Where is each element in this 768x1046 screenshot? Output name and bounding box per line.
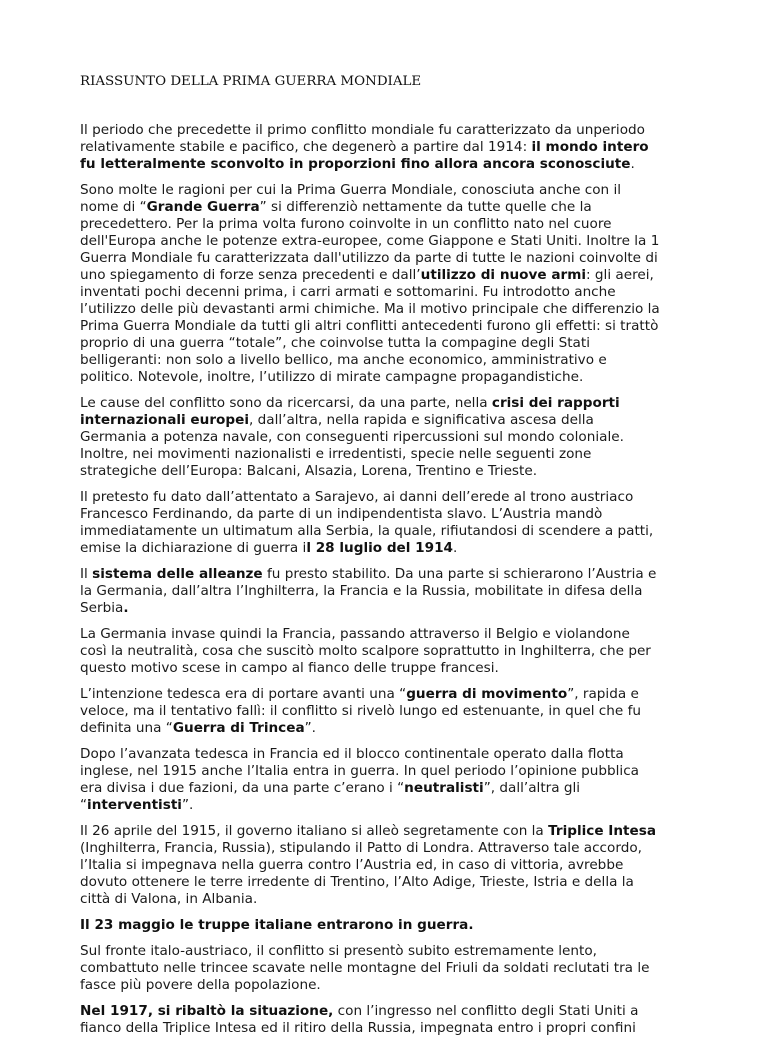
bold-text-run: utilizzo di nuove armi <box>420 267 587 283</box>
paragraph <box>80 686 700 737</box>
text-line <box>80 122 700 139</box>
text-line <box>80 429 700 446</box>
text-line <box>80 352 700 369</box>
paragraph <box>80 122 700 173</box>
text-line <box>80 686 700 703</box>
text-run: Dopo l’avanzata tedesca in Francia ed il blocco continentale operato dalla flotta <box>80 746 624 762</box>
bold-text-run: il mondo intero <box>531 139 649 155</box>
text-line <box>80 874 700 891</box>
bold-text-run: Guerra di Trincea <box>172 720 305 736</box>
text-run: , dall’altra, nella rapida e significativa ascesa della <box>248 412 594 428</box>
text-line <box>80 182 700 199</box>
text-line <box>80 267 700 284</box>
bold-text-run: Nel 1917, si ribaltò la situazione, <box>80 1003 334 1019</box>
text-run: nome di “ <box>80 199 147 215</box>
text-run: relativamente stabile e pacifico, che degenerò a partire dal 1914: <box>80 139 532 155</box>
bold-text-run: interventisti <box>87 797 182 813</box>
text-line <box>80 463 700 480</box>
text-run: Il pretesto fu dato dall’attentato a Sarajevo, ai danni dell’erede al trono austriaco <box>80 489 634 505</box>
text-run: inglese, nel 1915 anche l’Italia entra in guerra. In quel periodo l’opinione pubblica <box>80 763 639 779</box>
text-run: Germania a potenza navale, con conseguenti ripercussioni sul mondo coloniale. <box>80 429 624 445</box>
text-line <box>80 840 700 857</box>
text-run: politico. Notevole, inoltre, l’utilizzo di mirate campagne propagandistiche. <box>80 369 584 385</box>
document-title: RIASSUNTO DELLA PRIMA GUERRA MONDIALE <box>80 74 422 89</box>
text-run: dell'Europa anche le potenze extra-europee, come Giappone e Stati Uniti. Inoltre la 1 <box>80 233 660 249</box>
text-line <box>80 446 700 463</box>
paragraph <box>80 943 700 994</box>
text-line <box>80 489 700 506</box>
text-line <box>80 540 700 557</box>
text-line <box>80 780 700 797</box>
text-run: ”. <box>304 720 316 736</box>
text-run: Guerra Mondiale fu caratterizzata dall'utilizzo da parte di tutte le nazioni coinvolte di <box>80 250 658 266</box>
text-run: la Germania, dall’altra l’Inghilterra, la Francia e la Russia, mobilitate in difesa della <box>80 583 643 599</box>
text-line <box>80 335 700 352</box>
text-line <box>80 626 700 643</box>
text-run: . <box>453 540 458 556</box>
text-run: La Germania invase quindi la Francia, passando attraverso il Belgio e violandone <box>80 626 630 642</box>
text-line <box>80 1020 700 1037</box>
paragraph <box>80 1003 700 1037</box>
text-line <box>80 600 700 617</box>
bold-text-run: internazionali europei <box>80 412 249 428</box>
text-line <box>80 216 700 233</box>
paragraph <box>80 626 700 677</box>
text-run: immediatamente un ultimatum alla Serbia, la quale, rifiutandosi di scendere a patti, <box>80 523 654 539</box>
text-line <box>80 566 700 583</box>
text-run: l’Italia si impegnava nella guerra contro l’Austria ed, in caso di vittoria, avrebbe <box>80 857 624 873</box>
text-run: fu presto stabilito. Da una parte si schierarono l’Austria e <box>262 566 657 582</box>
text-run: emise la dichiarazione di guerra i <box>80 540 307 556</box>
bold-text-run: Triplice Intesa <box>548 823 657 839</box>
text-line <box>80 797 700 814</box>
text-line <box>80 369 700 386</box>
text-line <box>80 156 700 173</box>
text-line <box>80 823 700 840</box>
text-run: veloce, ma il tentativo fallì: il conflitto si rivelò lungo ed estenuante, in quel che fu <box>80 703 641 719</box>
bold-text-run: fu letteralmente sconvolto in proporzioni fino allora ancora sconosciute <box>80 156 631 172</box>
document-body <box>80 122 700 1046</box>
paragraph <box>80 917 700 934</box>
text-line <box>80 233 700 250</box>
paragraph <box>80 823 700 908</box>
text-run: belligeranti: non solo a livello bellico, ma anche economico, amministrativo e <box>80 352 607 368</box>
text-line <box>80 643 700 660</box>
text-line <box>80 318 700 335</box>
text-run: definita una “ <box>80 720 173 736</box>
text-run: ” si differenziò nettamente da tutte quelle che la <box>259 199 592 215</box>
paragraph <box>80 489 700 557</box>
bold-text-run: l 28 luglio del 1914 <box>306 540 454 556</box>
text-run: L’intenzione tedesca era di portare avanti una “ <box>80 686 407 702</box>
text-line <box>80 746 700 763</box>
text-run: fasce più povere della popolazione. <box>80 977 321 993</box>
paragraph <box>80 746 700 814</box>
text-run: Inoltre, nei movimenti nazionalisti e irredentisti, specie nelle seguenti zone <box>80 446 592 462</box>
text-run: (Inghilterra, Francia, Russia), stipulando il Patto di Londra. Attraverso tale accordo, <box>80 840 642 856</box>
text-run: Francesco Ferdinando, da parte di un indipendentista slavo. L’Austria mandò <box>80 506 603 522</box>
text-run: Sul fronte italo-austriaco, il conflitto si presentò subito estremamente lento, <box>80 943 597 959</box>
bold-text-run: sistema delle alleanze <box>92 566 263 582</box>
text-run: Il 26 aprile del 1915, il governo italiano si alleò segretamente con la <box>80 823 549 839</box>
text-line <box>80 583 700 600</box>
paragraph <box>80 395 700 480</box>
text-line <box>80 395 700 412</box>
bold-text-run: Il 23 maggio le truppe italiane entrarono in guerra. <box>80 917 474 933</box>
text-run: ”, rapida e <box>567 686 639 702</box>
text-run: strategiche dell’Europa: Balcani, Alsazia, Lorena, Trentino e Trieste. <box>80 463 538 479</box>
text-line <box>80 891 700 908</box>
text-run: con l’ingresso nel conflitto degli Stati Uniti a <box>333 1003 639 1019</box>
text-run: ”. <box>181 797 194 813</box>
text-run: Serbia <box>80 600 124 616</box>
text-line <box>80 1003 700 1020</box>
text-run: precedettero. Per la prima volta furono coinvolte in un conflitto nato nel cuore <box>80 216 612 232</box>
text-run: : gli aerei, <box>586 267 654 283</box>
text-line <box>80 703 700 720</box>
text-line <box>80 199 700 216</box>
text-line <box>80 412 700 429</box>
text-run: uno spiegamento di forze senza precedenti e dall’ <box>80 267 421 283</box>
paragraph <box>80 182 700 386</box>
text-line <box>80 506 700 523</box>
paragraph <box>80 566 700 617</box>
text-line <box>80 523 700 540</box>
bold-text-run: neutralisti <box>404 780 484 796</box>
text-run: “ <box>80 797 88 813</box>
text-line <box>80 301 700 318</box>
text-run: proprio di una guerra “totale”, che coinvolse tutta la compagine degli Stati <box>80 335 590 351</box>
text-run: Il periodo che precedette il primo conflitto mondiale fu caratterizzato da unperiodo <box>80 122 645 138</box>
text-run: ”, dall’altra gli <box>483 780 581 796</box>
text-line <box>80 960 700 977</box>
text-run: Prima Guerra Mondiale da tutti gli altri conflitti antecedenti furono gli effetti: si trattò <box>80 318 659 334</box>
text-run: l’utilizzo delle più devastanti armi chimiche. Ma il motivo principale che differenzio la <box>80 301 660 317</box>
text-line <box>80 139 700 156</box>
text-line <box>80 284 700 301</box>
text-run: fianco della Triplice Intesa ed il ritiro della Russia, impegnata entro i propri confini <box>80 1020 636 1036</box>
text-line <box>80 857 700 874</box>
text-run: città di Valona, in Albania. <box>80 891 258 907</box>
text-run: Sono molte le ragioni per cui la Prima Guerra Mondiale, conosciuta anche con il <box>80 182 622 198</box>
text-run: combattuto nelle trincee scavate nelle montagne del Friuli da soldati reclutati tra le <box>80 960 650 976</box>
text-run: così la neutralità, cosa che suscitò molto scalpore soprattutto in Inghilterra, che per <box>80 643 651 659</box>
text-run: era divisa i due fazioni, da una parte c’erano i “ <box>80 780 405 796</box>
text-line <box>80 720 700 737</box>
text-line <box>80 943 700 960</box>
text-line <box>80 250 700 267</box>
text-run: questo motivo scese in campo al fianco delle truppe francesi. <box>80 660 499 676</box>
text-run: Il <box>80 566 93 582</box>
bold-text-run: . <box>123 600 129 616</box>
text-run: . <box>630 156 635 172</box>
text-run: dovuto ottenere le terre irredente di Trentino, l’Alto Adige, Trieste, Istria e della la <box>80 874 634 890</box>
text-line <box>80 660 700 677</box>
text-line <box>80 917 700 934</box>
text-line <box>80 763 700 780</box>
bold-text-run: crisi dei rapporti <box>491 395 620 411</box>
text-run: Le cause del conflitto sono da ricercarsi, da una parte, nella <box>80 395 492 411</box>
bold-text-run: Grande Guerra <box>146 199 260 215</box>
text-run: inventati pochi decenni prima, i carri armati e sottomarini. Fu introdotto anche <box>80 284 616 300</box>
bold-text-run: guerra di movimento <box>406 686 568 702</box>
text-line <box>80 977 700 994</box>
